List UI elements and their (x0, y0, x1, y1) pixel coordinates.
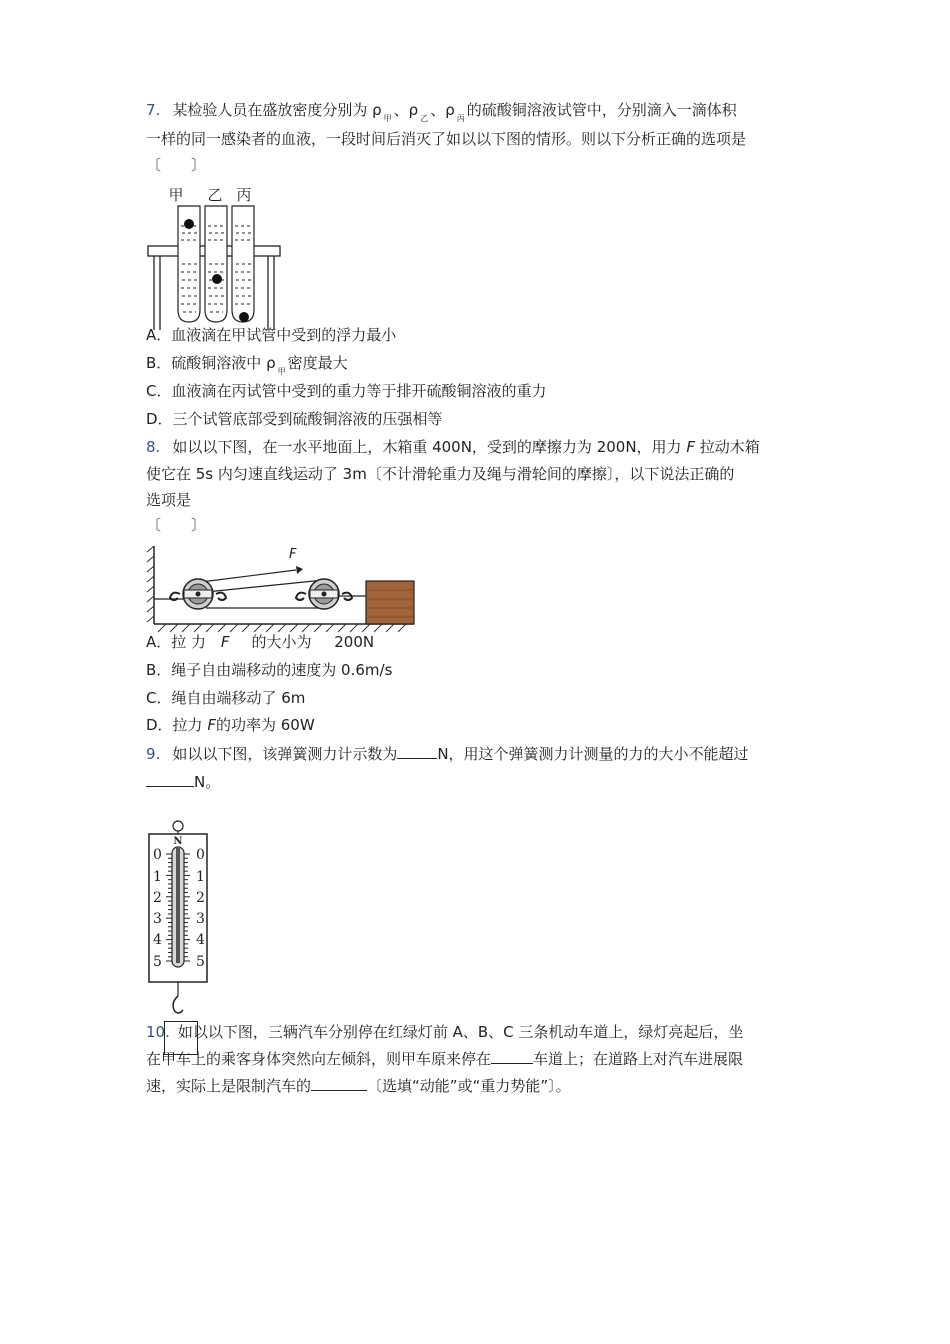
answer-blank[interactable] (397, 744, 437, 759)
q8-option-a (146, 632, 374, 652)
q8-paren: 〔 〕 (146, 516, 207, 534)
top-ring (173, 821, 183, 831)
q7-option-b-pre: B．硫酸铜溶液中 (146, 354, 262, 372)
blood-drop-bing (239, 312, 249, 322)
q8-option-d-pre: D．拉力 (146, 716, 203, 734)
q7-number: 7. (146, 101, 161, 119)
indicator (176, 847, 180, 963)
pulley-figure (146, 544, 418, 636)
answer-blank[interactable] (311, 1076, 367, 1091)
q9-text-post: N。 (194, 773, 221, 791)
unit-label: N (173, 836, 183, 847)
test-tube-rack-figure (146, 180, 286, 330)
subscript-yi: 乙 (420, 114, 429, 123)
q10-line2 (146, 1049, 743, 1069)
q10-text-line2-pre: 在甲车上的乘客身体突然向左倾斜，则甲车原来停在 (146, 1050, 492, 1068)
scale-label-left-1: 1 (153, 869, 162, 885)
q8-line1 (146, 437, 760, 457)
scale-label-right-1: 1 (196, 869, 205, 885)
scale-label-left-4: 4 (153, 932, 162, 948)
q10-line3 (146, 1076, 571, 1096)
subscript-jia: 甲 (383, 114, 392, 123)
floor-hatching (158, 624, 406, 632)
wall-hatching (147, 546, 154, 622)
q8-option-d-post: 的功率为 60W (215, 716, 315, 734)
q7-line1 (146, 100, 737, 123)
rho-symbol: ρ (408, 101, 419, 119)
q8-line2: 使它在 5s 内匀速直线运动了 3m〔不计滑轮重力及绳与滑轮间的摩擦〕，以下说法正确的 (146, 465, 735, 483)
q7-paren: 〔 〕 (146, 156, 207, 174)
q8-option-a-value: 200N (334, 633, 375, 651)
wooden-box (366, 581, 414, 624)
scale-label-right-0: 0 (196, 847, 205, 863)
tube-label-jia: 甲 (168, 186, 184, 204)
q9-line2 (146, 772, 220, 792)
blood-drop-yi (212, 274, 222, 284)
q7-text-pre: 某检验人员在盛放密度分别为 (172, 101, 368, 119)
scale-label-right-2: 2 (196, 890, 205, 906)
q8-line3: 选项是 (146, 491, 192, 509)
q10-text-line3-post: 〔选填“动能”或“重力势能”〕。 (367, 1077, 571, 1095)
q8-number: 8. (146, 438, 161, 456)
rho-symbol: ρ (372, 101, 382, 119)
scale-label-left-5: 5 (153, 954, 162, 970)
q9-line1 (146, 744, 749, 764)
force-arrow-head (296, 566, 303, 574)
hook-icon (173, 996, 183, 1013)
q7-option-c: C．血液滴在丙试管中受到的重力等于排开硫酸铜溶液的重力 (146, 382, 547, 400)
q10-text-line3-pre: 速，实际上是限制汽车的 (146, 1077, 312, 1095)
left-pulley (170, 579, 226, 609)
right-pulley (296, 579, 352, 609)
spring-scale-figure (146, 820, 216, 1018)
scale-label-left-0: 0 (153, 847, 162, 863)
q8-option-c: C．绳自由端移动了 6m (146, 689, 306, 707)
q10-number: 10. (146, 1023, 170, 1041)
q7-option-b-post: 密度最大 (287, 354, 348, 372)
q9-text-pre: 如以以下图，该弹簧测力计示数为 (172, 745, 398, 763)
subscript-bing: 丙 (456, 114, 465, 123)
scale-label-left-2: 2 (153, 890, 162, 906)
scale-label-right-4: 4 (196, 932, 205, 948)
q7-text-post: 的硫酸铜溶液试管中，分别滴入一滴体积 (466, 101, 737, 119)
rho-symbol: ρ (445, 101, 455, 119)
scale-label-right-5: 5 (196, 954, 205, 970)
q9-number: 9. (146, 745, 161, 763)
q7-line2: 一样的同一感染者的血液，一段时间后消灭了如以以下图的情形。则以下分析正确的选项是 (146, 130, 747, 148)
answer-blank[interactable] (146, 772, 194, 787)
force-symbol: F (686, 438, 695, 456)
q10-text-line1: 如以以下图，三辆汽车分别停在红绿灯前 A、B、C 三条机动车道上，绿灯亮起后，坐 (177, 1023, 744, 1041)
q7-option-a: A．血液滴在甲试管中受到的浮力最小 (146, 326, 397, 344)
q10-text-line2-post: 车道上；在道路上对汽车进展限 (533, 1050, 744, 1068)
separator: 、 (430, 101, 446, 119)
answer-blank[interactable] (491, 1049, 533, 1064)
force-symbol: F (207, 716, 216, 734)
force-symbol: F (220, 633, 230, 651)
separator: 、 (393, 101, 409, 119)
q7-option-b (146, 353, 348, 376)
q10-line1 (146, 1022, 743, 1042)
scale-label-right-3: 3 (196, 911, 205, 927)
q9-text-mid: N，用这个弹簧测力计测量的力的大小不能超过 (437, 745, 749, 763)
q8-option-d (146, 715, 315, 735)
q7-option-d: D．三个试管底部受到硫酸铜溶液的压强相等 (146, 410, 443, 428)
q8-option-a-pre: A．拉 力 (146, 633, 207, 651)
scale-label-left-3: 3 (153, 911, 162, 927)
rho-symbol: ρ (266, 354, 276, 372)
q8-text-post: 拉动木箱 (699, 438, 760, 456)
blood-drop-jia (184, 219, 194, 229)
tube-label-yi: 乙 (207, 186, 223, 204)
q8-option-a-mid: 的大小为 (251, 633, 312, 651)
q8-option-b: B．绳子自由端移动的速度为 0.6m/s (146, 661, 393, 679)
subscript-jia: 甲 (277, 367, 286, 376)
tube-label-bing: 丙 (236, 186, 252, 204)
q8-text-pre: 如以以下图，在一水平地面上，木箱重 400N，受到的摩擦力为 200N，用力 (172, 438, 682, 456)
force-label: F (289, 547, 297, 562)
